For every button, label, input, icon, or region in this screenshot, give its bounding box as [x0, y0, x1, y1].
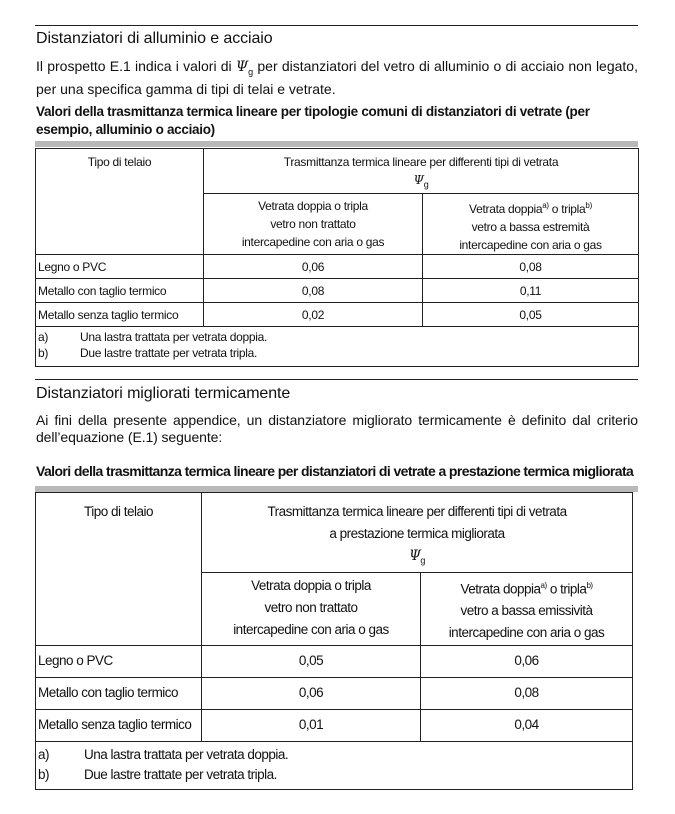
cell-value: 0,02	[204, 303, 423, 327]
table-row	[36, 645, 633, 677]
psi-symbol: Ψ	[235, 59, 249, 75]
table-row	[36, 709, 633, 741]
table-row	[36, 255, 639, 279]
column-header-low-e: Vetrata doppia$^{a)}$ o tripla$^{b)}$ vetro a bassa estremità intercapedine con aria o gas	[423, 194, 639, 255]
section-heading: Distanziatori migliorati termicamente	[36, 385, 291, 402]
table-row	[36, 303, 639, 327]
improved-spacer-transmittance-table	[35, 492, 633, 790]
column-group-header: Trasmittanza termica lineare per differenti tipi di vetrata a prestazione termica migliorata $\Psi_g$	[202, 493, 633, 573]
table-row	[36, 279, 639, 303]
row-label: Metallo senza taglio termico	[36, 709, 202, 741]
section-divider	[35, 25, 638, 26]
footnote: b) Due lastre trattate per vetrata tripla.	[38, 766, 277, 782]
row-label: Metallo con taglio termico	[36, 279, 204, 303]
cell-value: 0,08	[421, 677, 633, 709]
footnote: a) Una lastra trattata per vetrata doppia.	[38, 746, 289, 762]
column-header-frame: Tipo di telaio	[36, 493, 202, 646]
column-group-header: Trasmittanza termica lineare per differenti tipi di vetrata $\Psi_g$	[204, 149, 639, 194]
table-notes	[36, 741, 633, 789]
cell-value: 0,04	[421, 709, 633, 741]
row-label: Metallo senza taglio termico	[36, 303, 204, 327]
psi-symbol: Ψ	[409, 548, 421, 564]
cell-value: 0,08	[423, 255, 639, 279]
row-label: Legno o PVC	[36, 255, 204, 279]
cell-value: 0,06	[421, 645, 633, 677]
column-header-low-e: Vetrata doppia$^{a)}$ o tripla$^{b)}$ vetro a bassa emissività intercapedine con aria o gas	[421, 572, 633, 645]
table-row	[36, 677, 633, 709]
footnote: a) Una lastra trattata per vetrata doppia.	[38, 330, 268, 345]
table-caption: Valori della trasmittanza termica lineare per distanziatori di vetrate a prestazione termica migliorata	[36, 463, 634, 479]
cell-value: 0,08	[204, 279, 423, 303]
cell-value: 0,01	[202, 709, 421, 741]
cell-value: 0,06	[204, 255, 423, 279]
cell-value: 0,05	[423, 303, 639, 327]
spacer-transmittance-table	[35, 148, 639, 367]
section-heading: Distanziatori di alluminio e acciaio	[36, 30, 273, 47]
column-header-frame: Tipo di telaio	[36, 149, 204, 255]
section-intro: Ai fini della presente appendice, un distanziatore migliorato termicamente è definito dal criterio dell’equazione (E.1) seguente:	[36, 412, 638, 445]
cell-value: 0,06	[202, 677, 421, 709]
row-label: Legno o PVC	[36, 645, 202, 677]
footnote: b) Due lastre trattate per vetrata tripla.	[38, 346, 258, 361]
column-header-untreated: Vetrata doppia o tripla vetro non trattato intercapedine con aria o gas	[204, 194, 423, 255]
table-top-bar	[35, 141, 638, 147]
cell-value: 0,05	[202, 645, 421, 677]
table-caption: Valori della trasmittanza termica lineare per tipologie comuni di distanziatori di vetrate (per esempio, alluminio o acciaio)	[36, 104, 590, 137]
cell-value: 0,11	[423, 279, 639, 303]
table-notes	[36, 327, 639, 367]
section-divider	[35, 379, 638, 380]
psi-symbol: Ψ	[413, 173, 424, 187]
section-intro: Il prospetto E.1 indica i valori di $\Psi_g$ per distanziatori del vetro di alluminio o di acciaio non legato, per una specifica gamma di tipi di telai e vetrate.	[36, 58, 638, 97]
column-header-untreated: Vetrata doppia o tripla vetro non trattato intercapedine con aria o gas	[202, 572, 421, 645]
row-label: Metallo con taglio termico	[36, 677, 202, 709]
